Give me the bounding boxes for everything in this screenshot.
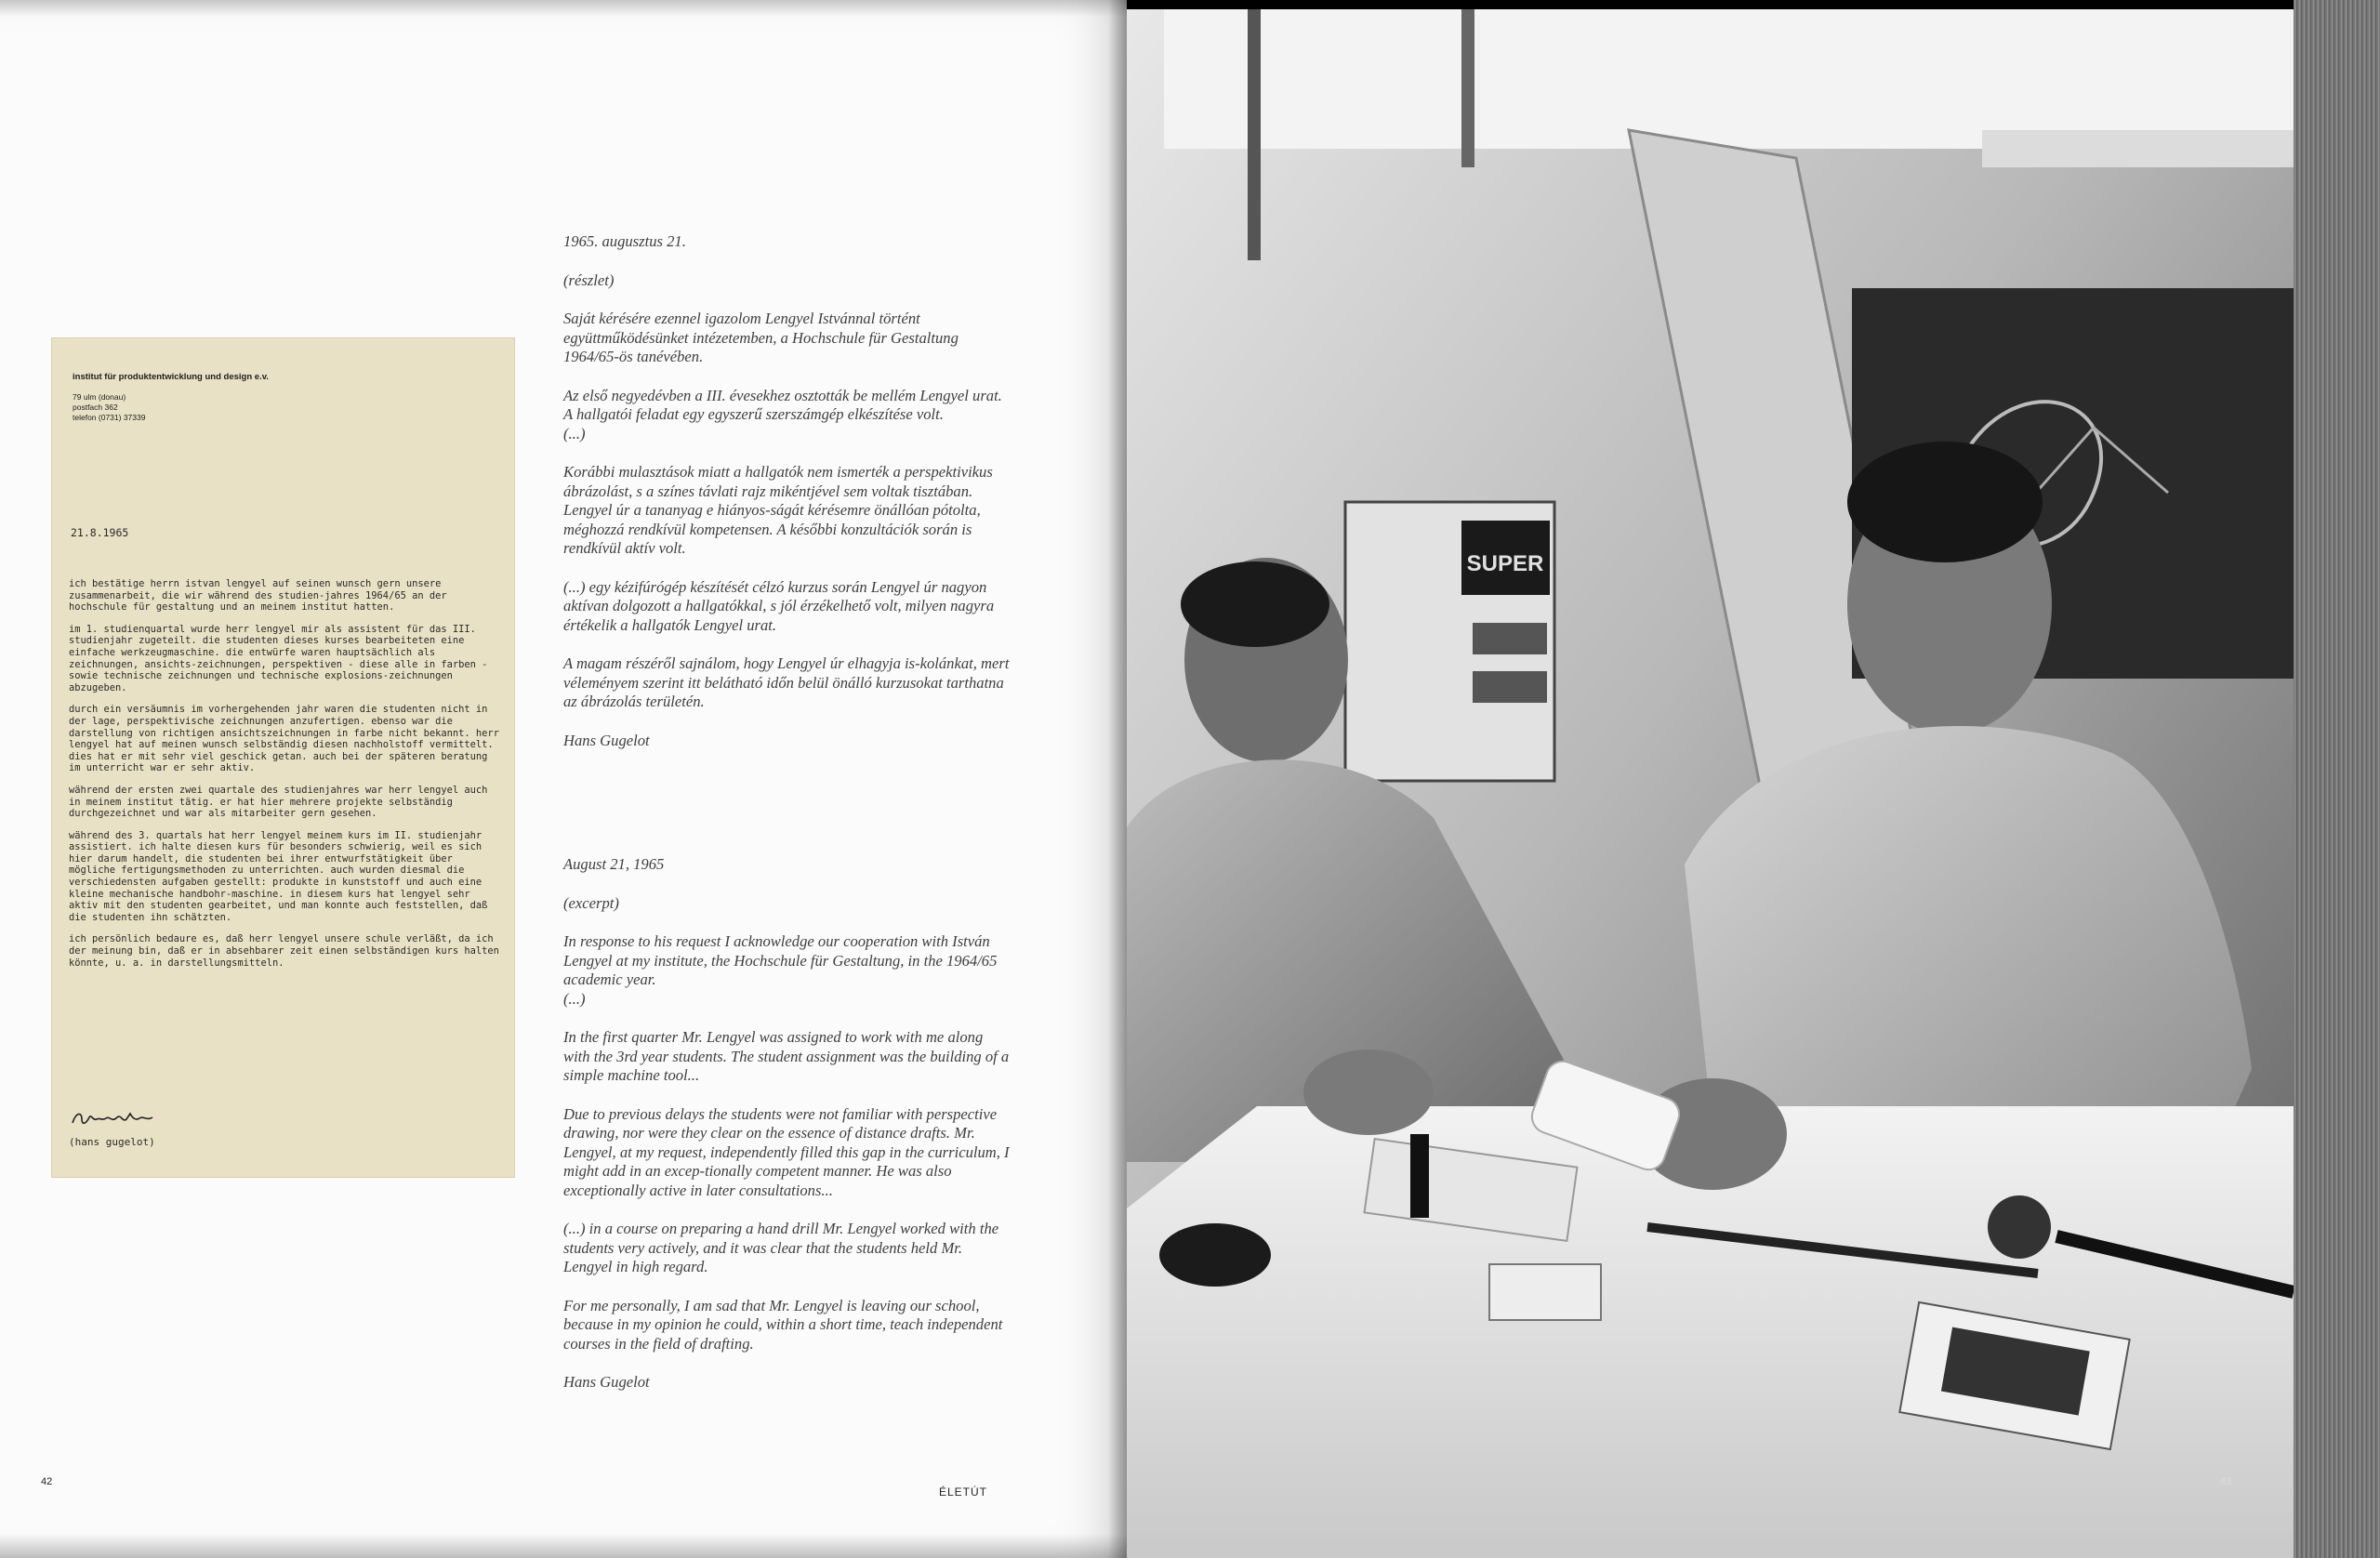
english-translation [563,855,1012,1412]
en-paragraph: For me personally, I am sad that Mr. Lengyel is leaving our school, because in my opinion he could, within a short time, teach independent courses in the field of drafting. [563,1296,1003,1353]
letter-signature-name: (hans gugelot) [69,1136,155,1148]
letter-paragraph: durch ein versäumnis im vorhergehenden jahr waren die studenten nicht in der lage, perspektivische zeichnungen anzufertigen. ebenso war die darstellung von richtigen ansichtszeichnungen in farbe nicht bekannt. herr lengyel hat auf meinen wunsch selbständig diesen nachholstoff vermittelt. dies hat er mit sehr viel geschick getan. auch bei der späteren beratung im unterricht war er sehr aktiv. [69,704,499,774]
hu-date: 1965. augusztus 21. [563,232,686,250]
hu-paragraph: Saját kérésére ezennel igazolom Lengyel Istvánnal történt együttműködésünket intézetemben, a Hochschule für Gestaltung 1964/65-ös tanévében. [563,310,959,365]
letter-date: 21.8.1965 [71,526,129,539]
letter-paragraph: ich bestätige herrn istvan lengyel auf seinen wunsch gern unsere zusammenarbeit, die wir während des studien-jahres 1964/65 an der hochschule für gestaltung und an meinem institut hatten. [69,578,447,614]
machine-sign-text: SUPER [1466,551,1544,576]
en-paragraph: In response to his request I acknowledge our cooperation with István Lengyel at my institute, the Hochschule für Gestaltung, in the 1964/65 academic year. (...) [563,932,998,1008]
hu-signature: Hans Gugelot [563,731,650,749]
running-head: ÉLETÚT [939,1485,988,1499]
page-shadow-bottom [0,1534,1127,1558]
letterhead: institut für produktentwicklung und design e.v. [73,372,269,382]
letter-paragraph: im 1. studienquartal wurde herr lengyel mir als assistent für das III. studienjahr zugeteilt. die studenten dieses kurses bearbeiteten eine einfache werkzeugmaschine. die entwürfe waren hauptsächlich als zeichnungen, ansichts-zeichnungen, perspektiven - diese alle in farben - sowie technische zeichnungen und technische explosions-zeichnungen abzugeben. [69,623,488,693]
letter-facsimile [52,338,514,1177]
hu-paragraph: Az első negyedévben a III. évesekhez osztották be mellém Lengyel urat. A hallgatói feladat egy egyszerű szerszámgép elkészítése volt. (...) [563,386,1002,442]
letter-body [69,578,501,979]
hu-paragraph: (...) egy kézifúrógép készítését célzó kurzus során Lengyel úr nagyon aktívan dolgozott a hallgatókkal, s jól érzékelhető volt, milyen nagyra értékelik a hallgatók Lengyel urat. [563,577,995,634]
letter-paragraph: während der ersten zwei quartale des studienjahres war herr lengyel auch in meinem institut tätig. er hat hier mehrere projekte selbständig durchgezeichnet und war als mitarbeiter gern gesehen. [69,784,488,820]
en-paragraph: In the first quarter Mr. Lengyel was assigned to work with me along with the 3rd year students. The student assignment was the building of a simple machine tool... [563,1028,1010,1084]
hu-excerpt-label: (részlet) [563,271,615,289]
bw-photograph [1127,9,2294,1558]
en-signature: Hans Gugelot [563,1373,650,1391]
hu-paragraph: Korábbi mulasztások miatt a hallgatók nem ismerték a perspektivikus ábrázolást, s a színes távlati rajz mikéntjével sem voltak tisztában. Lengyel úr a tananyag e hiányos-ságát kérésemre önállóan pótolta, méghozzá rendkívül kompetensen. A későbbi konzultációk során is rendkívül aktív volt. [563,463,993,557]
page-block-edge [2294,0,2380,1558]
en-excerpt-label: (excerpt) [563,893,619,912]
left-page [0,0,1127,1558]
page-number-left: 42 [41,1476,53,1487]
handwritten-signature [71,1106,154,1130]
en-date: August 21, 1965 [563,855,665,873]
en-paragraph: Due to previous delays the students were not familiar with perspective drawing, nor were they clear on the essence of distance drafts. Mr. Lengyel, at my request, independently filled this gap in the curriculum, I might add in an excep-tionally competent manner. He was also exceptionally active in later consultations... [563,1104,1010,1199]
page-number-right: 43 [2220,1476,2232,1487]
letter-paragraph: ich persönlich bedaure es, daß herr lengyel unsere schule verläßt, da ich der meinung bin, daß er in absehbarer zeit einen selbständigen kurs halten könnte, u. a. in darstellungsmitteln. [69,933,499,969]
address-line: postfach 362 [73,403,118,412]
hungarian-translation [563,232,1012,770]
address-line: telefon (0731) 37339 [73,413,146,422]
page-shadow-top [0,0,1127,17]
hu-paragraph: A magam részéről sajnálom, hogy Lengyel úr elhagyja is-kolánkat, mert véleményem szerint itt belátható időn belül önálló kurzusokat tarthatna az ábrázolás területén. [563,654,1010,710]
letter-address [73,392,145,423]
address-line: 79 ulm (donau) [73,392,126,402]
letter-paragraph: während des 3. quartals hat herr lengyel meinem kurs im II. studienjahr assistiert. ich halte diesen kurs für besonders schwierig, weil es sich hier darum handelt, die studenten bei ihrer entwurfstätigkeit über mögliche fertigungsmethoden zu unterrichten. auch wurden diesmal die verschiedensten aufgaben gestellt: produkte in kunststoff und auch eine kleine mechanische handbohr-maschine. in diesem kurs hat lengyel sehr aktiv mit den studenten gearbeitet, und man konnte auch feststellen, daß die studenten ihn schätzten. [69,829,488,923]
en-paragraph: (...) in a course on preparing a hand drill Mr. Lengyel worked with the students very actively, and it was clear that the students held Mr. Lengyel in high regard. [563,1220,999,1275]
